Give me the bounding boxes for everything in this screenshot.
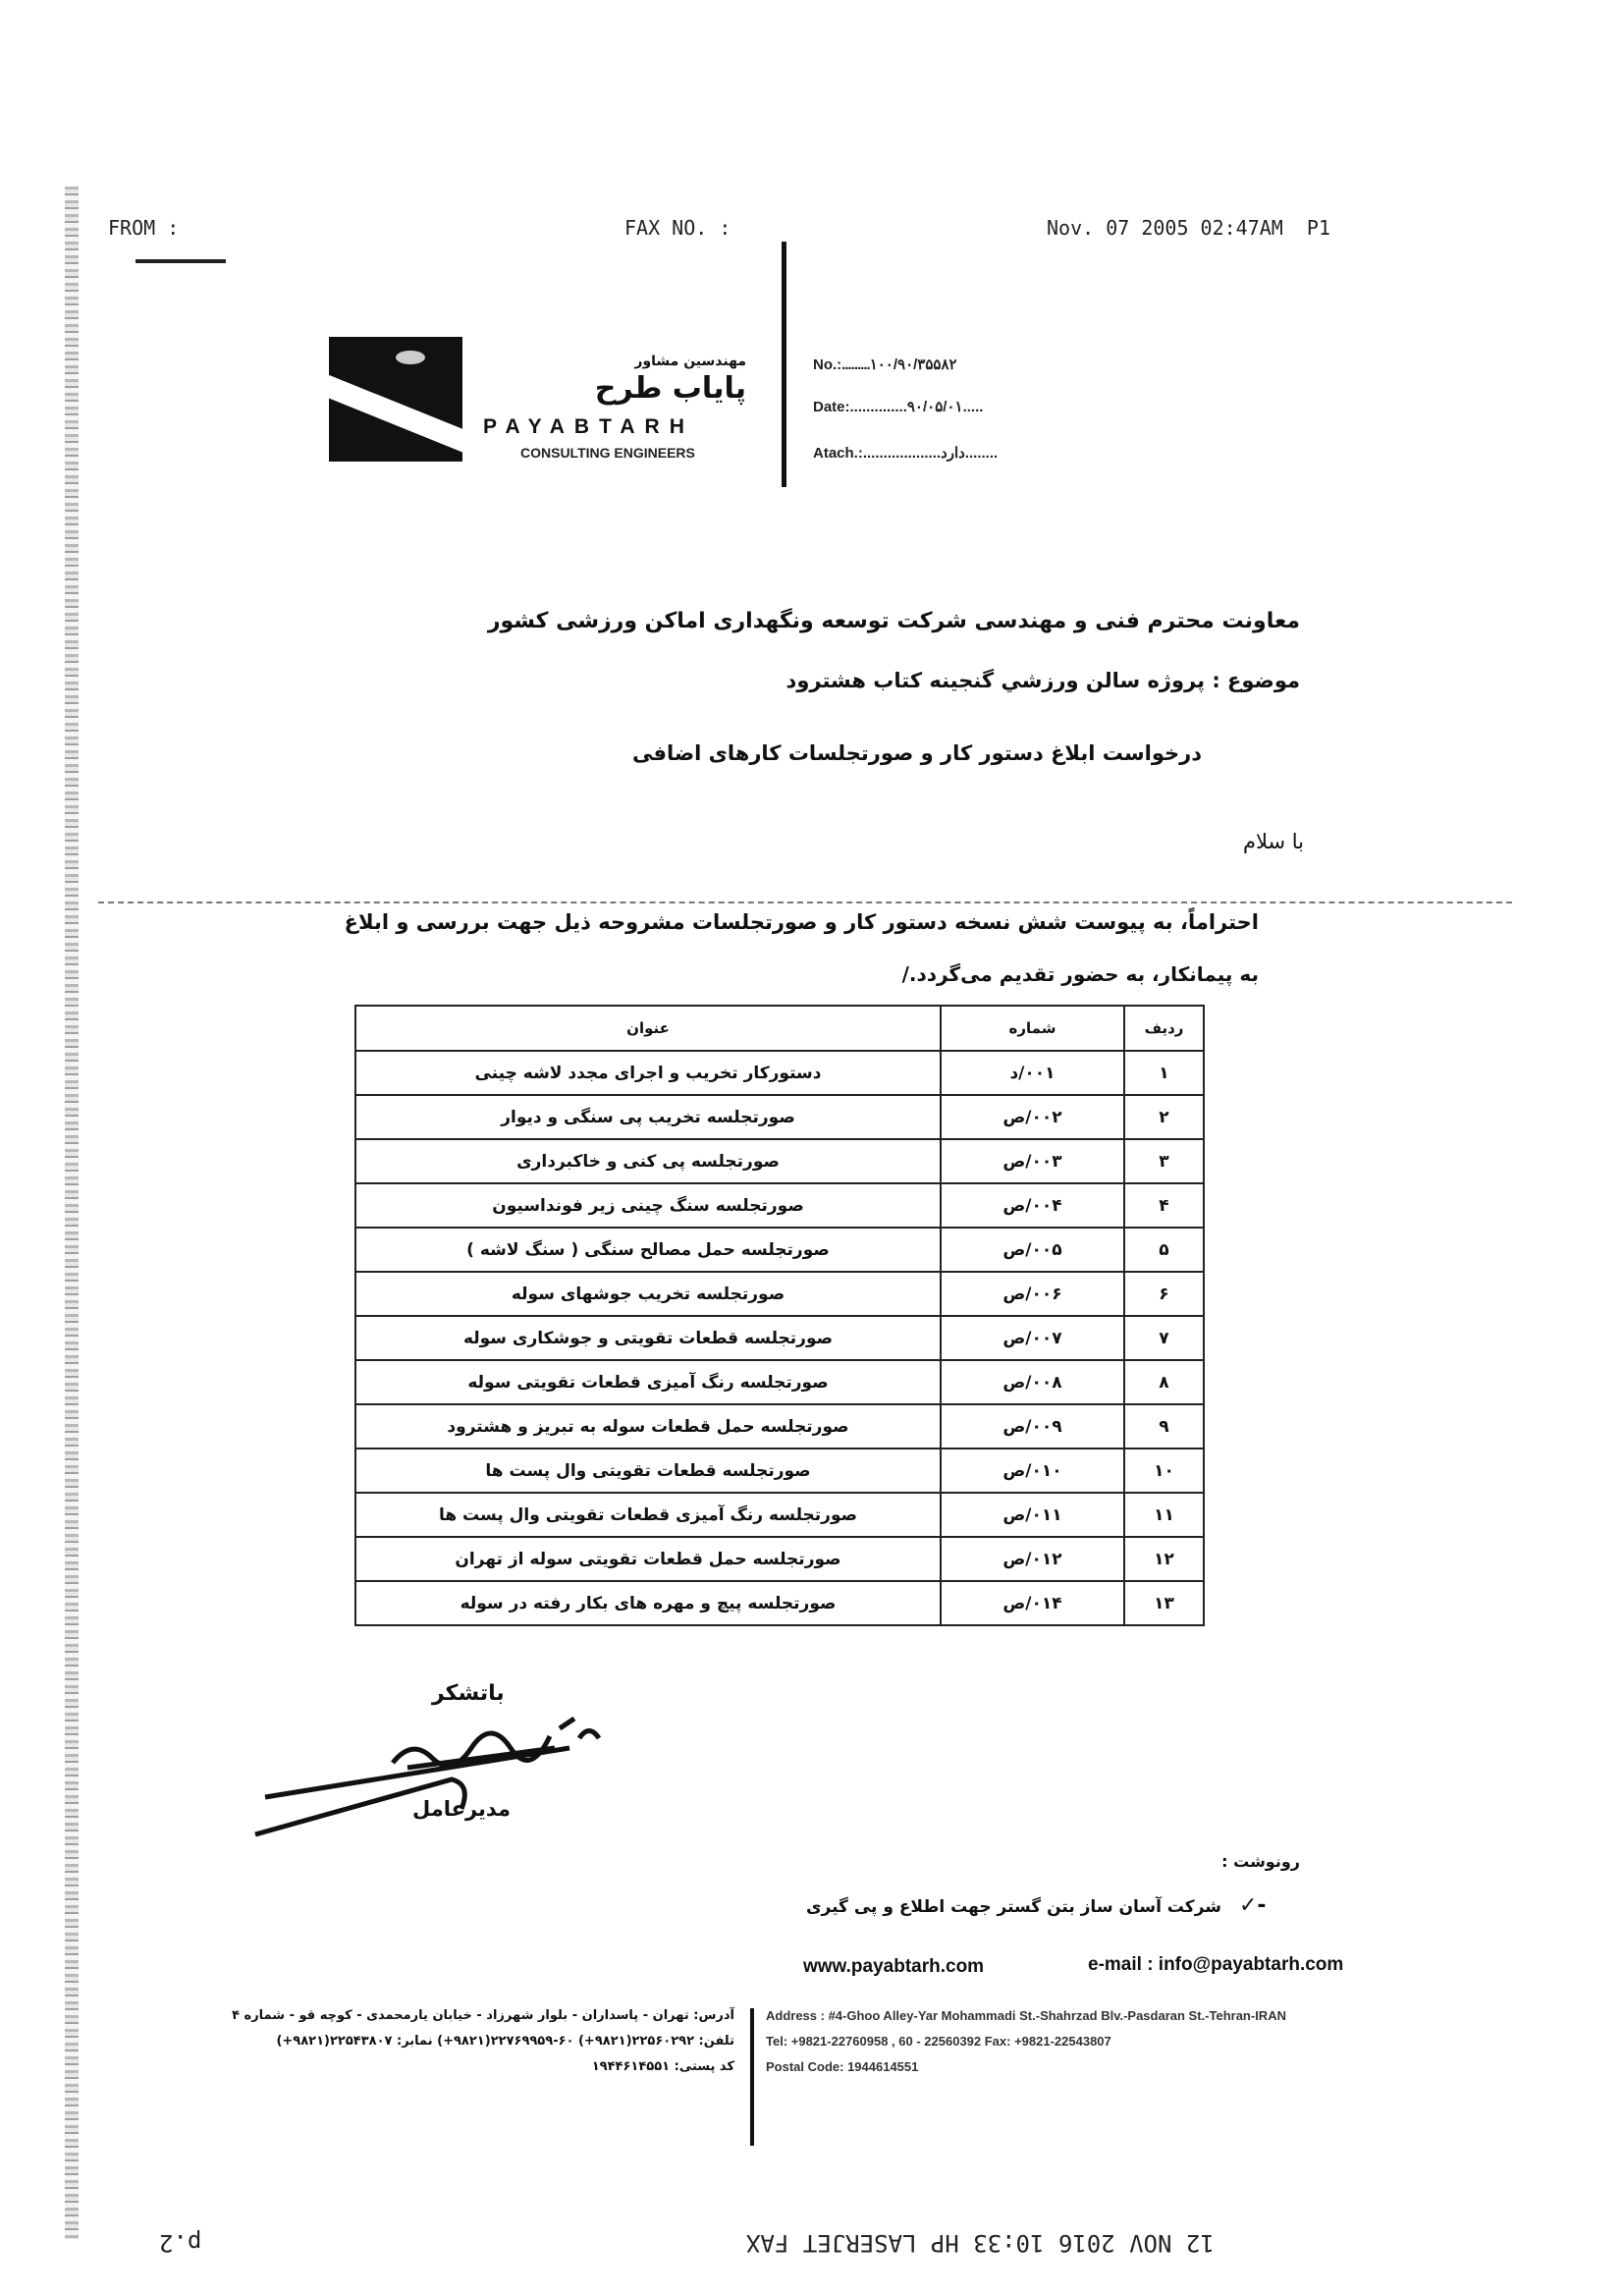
table-row <box>355 1272 1204 1316</box>
cell-number: ۰۰۶/ص <box>941 1272 1124 1316</box>
cc-label: رونوشت : <box>1221 1852 1300 1871</box>
company-name-fa: پایاب طرح <box>594 371 746 406</box>
cell-title: صورتجلسه سنگ چینی زیر فونداسیون <box>355 1183 941 1228</box>
address-en-block <box>766 2003 1286 2080</box>
date-value: ۹۰/۰۵/۰۱ <box>906 399 963 415</box>
attach-label: Atach.: <box>813 445 863 462</box>
cell-number: ۰۱۰/ص <box>941 1449 1124 1493</box>
cell-row: ۱ <box>1124 1051 1204 1095</box>
postal-en: Postal Code: 1944614551 <box>766 2059 919 2074</box>
table-row <box>355 1228 1204 1272</box>
cell-number: ۰۰۱/د <box>941 1051 1124 1095</box>
cell-row: ۳ <box>1124 1139 1204 1183</box>
signature <box>245 1709 638 1846</box>
cell-number: ۰۰۵/ص <box>941 1228 1124 1272</box>
cell-row: ۷ <box>1124 1316 1204 1360</box>
table-header-row <box>355 1006 1204 1051</box>
cell-title: صورتجلسه حمل قطعات سوله به تبریز و هشترود <box>355 1404 941 1449</box>
cell-title: صورتجلسه رنگ آمیزی قطعات تقویتی وال پست ها <box>355 1493 941 1537</box>
table-row <box>355 1360 1204 1404</box>
greeting: با سلام <box>1242 830 1304 853</box>
cell-row: ۱۳ <box>1124 1581 1204 1625</box>
body-line-1: احتراماً، به پیوست شش نسخه دستور کار و صورتجلسات مشروحه ذیل جهت بررسی و ابلاغ <box>344 910 1259 934</box>
underline-mark <box>135 259 226 263</box>
body-line-2: به پیمانكار، به حضور تقدیم می‌گردد./ <box>901 962 1259 986</box>
tel-en: Tel: +9821-22760958 , 60 - 22560392 Fax: +9821-22543807 <box>766 2034 1111 2049</box>
header-number: شماره <box>941 1006 1124 1051</box>
cell-number: ۰۰۴/ص <box>941 1183 1124 1228</box>
table-row <box>355 1316 1204 1360</box>
cell-row: ۸ <box>1124 1360 1204 1404</box>
letter-date: Date:..............۹۰/۰۵/۰۱..... <box>813 399 984 415</box>
address-fa-block <box>232 2003 734 2080</box>
cc-item: شرکت آسان ساز بتن گستر جهت اطلاع و پی گیری <box>805 1897 1221 1917</box>
cell-title: صورتجلسه تخریب پی سنگی و دیوار <box>355 1095 941 1139</box>
cell-title: صورتجلسه رنگ آمیزی قطعات تقویتی سوله <box>355 1360 941 1404</box>
cell-title: صورتجلسه پیچ و مهره های بکار رفته در سوله <box>355 1581 941 1625</box>
email-link[interactable]: e-mail : info@payabtarh.com <box>1088 1954 1344 1975</box>
number-label: No.: <box>813 356 842 373</box>
cell-row: ۱۱ <box>1124 1493 1204 1537</box>
cell-number: ۰۰۸/ص <box>941 1360 1124 1404</box>
table-row <box>355 1183 1204 1228</box>
number-value: ۱۰۰/۹۰/۳۵۵۸۲ <box>869 356 957 373</box>
tel-fa: تلفن: ۲۲۵۶۰۲۹۲(۹۸۲۱+) ۶۰-۲۲۷۶۹۹۵۹(۹۸۲۱+) نمابر: ۲۲۵۴۳۸۰۷(۹۸۲۱+) <box>276 2034 734 2049</box>
table-row <box>355 1537 1204 1581</box>
scan-edge-noise <box>65 187 79 2239</box>
fax-datetime <box>1047 216 1330 240</box>
cell-number: ۰۱۱/ص <box>941 1493 1124 1537</box>
cell-title: صورتجلسه حمل مصالح سنگی ( سنگ لاشه ) <box>355 1228 941 1272</box>
documents-table <box>354 1005 1205 1626</box>
website-link[interactable]: www.payabtarh.com <box>803 1956 985 1977</box>
header-divider <box>782 242 786 487</box>
cell-number: ۰۰۹/ص <box>941 1404 1124 1449</box>
fax-footer-page: p.2 <box>159 2229 202 2257</box>
cell-title: صورتجلسه پی کنی و خاکبرداری <box>355 1139 941 1183</box>
cell-row: ۶ <box>1124 1272 1204 1316</box>
table-row <box>355 1139 1204 1183</box>
company-tagline: CONSULTING ENGINEERS <box>520 445 695 461</box>
cell-number: ۰۱۴/ص <box>941 1581 1124 1625</box>
company-logo <box>329 337 462 462</box>
checkmark-icon: ✓- <box>1239 1893 1267 1918</box>
table-row <box>355 1051 1204 1095</box>
postal-fa: کد پستی: ۱۹۴۴۶۱۴۵۵۱ <box>591 2059 734 2074</box>
cell-row: ۴ <box>1124 1183 1204 1228</box>
header-row: ردیف <box>1124 1006 1204 1051</box>
subject: موضوع : پروژه سالن ورزشي گنجینه کتاب هشترود <box>785 669 1300 692</box>
cell-number: ۰۱۲/ص <box>941 1537 1124 1581</box>
date-label: Date: <box>813 399 850 415</box>
table-row <box>355 1581 1204 1625</box>
cell-number: ۰۰۷/ص <box>941 1316 1124 1360</box>
letter-number: No.:.........۱۰۰/۹۰/۳۵۵۸۲ <box>813 356 957 373</box>
cell-row: ۹ <box>1124 1404 1204 1449</box>
cell-row: ۱۲ <box>1124 1537 1204 1581</box>
footer-divider <box>750 2008 754 2146</box>
table-row <box>355 1404 1204 1449</box>
table-row <box>355 1095 1204 1139</box>
cell-number: ۰۰۳/ص <box>941 1139 1124 1183</box>
closing-thanks: باتشکر <box>432 1681 505 1706</box>
table-row <box>355 1493 1204 1537</box>
request-title: درخواست ابلاغ دستور کار و صورتجلسات کارهای اضافی <box>631 741 1202 765</box>
cell-title: صورتجلسه حمل قطعات تقویتی سوله از تهران <box>355 1537 941 1581</box>
fax-number-label: FAX NO. : <box>624 216 731 240</box>
fax-page: P1 <box>1306 216 1331 240</box>
recipient: معاونت محترم فنی و مهندسی شرکت توسعه ونگهداری اماکن ورزشی کشور <box>487 609 1300 633</box>
address-en: Address : #4-Ghoo Alley-Yar Mohammadi St.-Shahrzad Blv.-Pasdaran St.-Tehran-IRAN <box>766 2008 1286 2023</box>
header-title: عنوان <box>355 1006 941 1051</box>
cell-title: دستورکار تخریب و اجرای مجدد لاشه چینی <box>355 1051 941 1095</box>
cell-row: ۱۰ <box>1124 1449 1204 1493</box>
letter-attachment: Atach.:...................دارد........ <box>813 445 999 462</box>
attach-value: دارد <box>941 445 965 462</box>
fax-footer-stamp: 12 NOV 2016 10:33 HP LASERJET FAX <box>746 2229 1215 2257</box>
cell-title: صورتجلسه قطعات تقویتی و جوشکاری سوله <box>355 1316 941 1360</box>
cell-title: صورتجلسه تخریب جوشهای سوله <box>355 1272 941 1316</box>
company-name-fa-small: مهندسین مشاور <box>634 354 746 369</box>
cell-title: صورتجلسه قطعات تقویتی وال پست ها <box>355 1449 941 1493</box>
cell-row: ۲ <box>1124 1095 1204 1139</box>
address-fa: آدرس: تهران - پاسداران - بلوار شهرزاد - خیابان یارمحمدی - کوچه قو - شماره ۴ <box>232 2008 734 2023</box>
fax-scan-line <box>98 902 1512 903</box>
cell-row: ۵ <box>1124 1228 1204 1272</box>
company-name-en: PAYABTARH <box>483 415 694 438</box>
cell-number: ۰۰۲/ص <box>941 1095 1124 1139</box>
fax-from-label: FROM : <box>108 216 180 240</box>
fax-datetime-text: Nov. 07 2005 02:47AM <box>1047 216 1283 240</box>
table-row <box>355 1449 1204 1493</box>
signer-position: مدیرعامل <box>412 1797 512 1821</box>
